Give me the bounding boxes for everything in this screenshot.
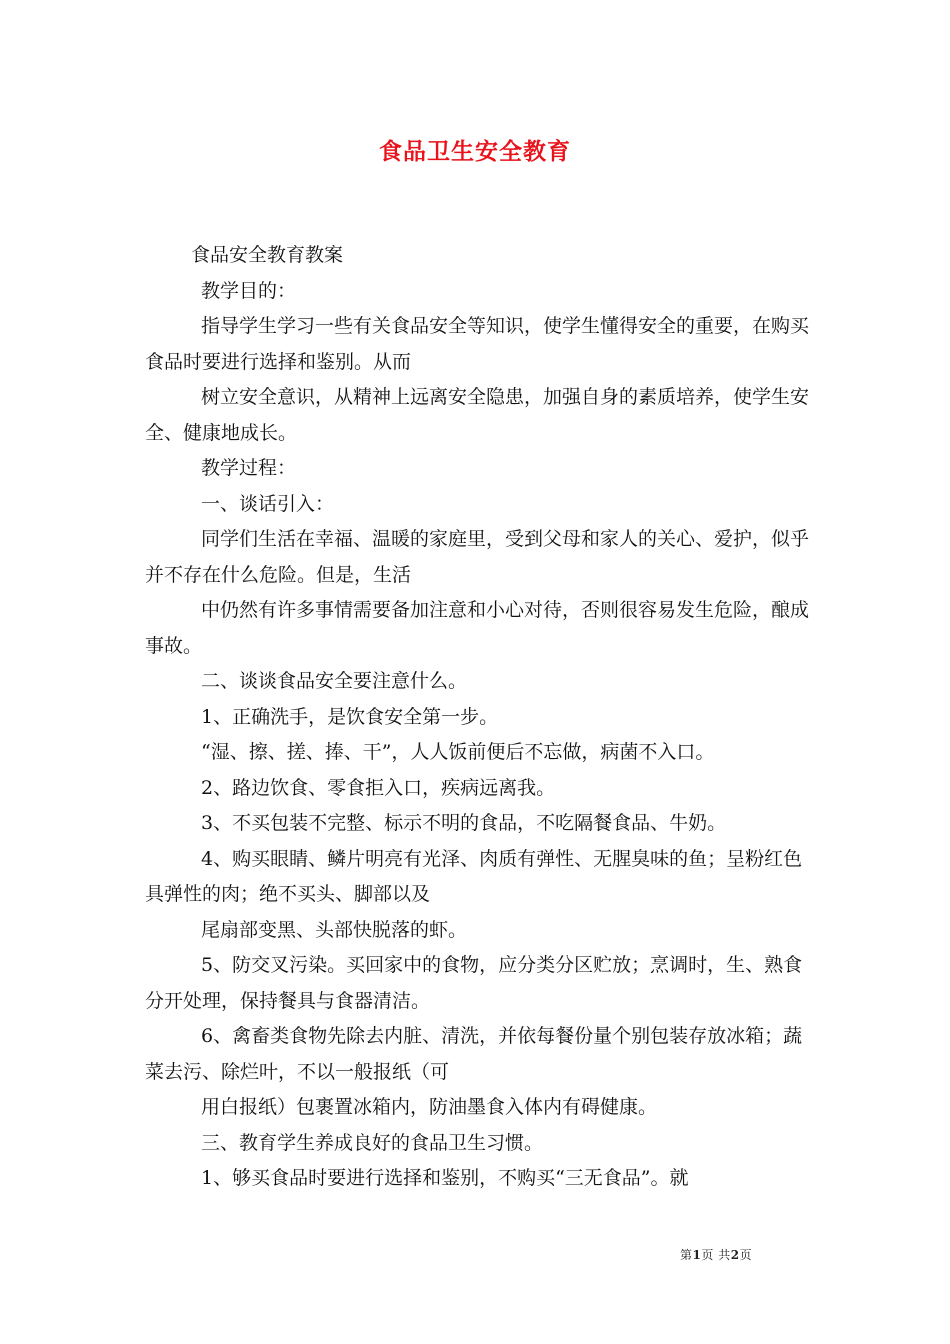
paragraph: 教学过程： [201,457,297,479]
footer-total-pages: 2 [730,1248,740,1262]
paragraph: 二、谈谈食品安全要注意什么。 [201,670,468,692]
paragraph: 用白报纸）包裹置冰箱内，防油墨食入体内有碍健康。 [201,1096,658,1118]
paragraph: 中仍然有许多事情需要备加注意和小心对待，否则很容易发生危险，酿成事故。 [145,599,810,657]
paragraph: 2、路边饮食、零食拒入口，疾病远离我。 [201,776,556,799]
paragraph: 3、不买包装不完整、标示不明的食品，不吃隔餐食品、牛奶。 [201,812,727,834]
paragraph: 1、正确洗手，是饮食安全第一步。 [201,705,499,728]
paragraph: 尾扇部变黑、头部快脱落的虾。 [201,918,468,941]
paragraph: 一、谈话引入： [201,492,335,515]
paragraph: 三、教育学生养成良好的食品卫生习惯。 [201,1131,544,1154]
footer-prefix: 第 [680,1248,693,1262]
paragraph: 4、购买眼睛、鳞片明亮有光泽、肉质有弹性、无腥臭味的鱼；呈粉红色具弹性的肉；绝不买头、脚部以及 [145,847,803,905]
footer-suffix: 页 [739,1248,753,1262]
document-body [145,238,815,1197]
document-title: 食品卫生安全教育 [379,138,571,165]
paragraph: 食品安全教育教案 [191,244,344,266]
footer-current-page: 1 [692,1248,702,1262]
paragraph: 教学目的： [201,279,297,302]
paragraph: 5、防交叉污染。买回家中的食物，应分类分区贮放；烹调时，生、熟食分开处理，保持餐具与食器清洁。 [145,954,803,1012]
paragraph: “湿、擦、搓、捧、干”，人人饭前便后不忘做，病菌不入口。 [201,741,715,763]
paragraph: 树立安全意识，从精神上远离安全隐患，加强自身的素质培养，使学生安全、健康地成长。 [145,386,810,444]
footer-middle: 页 共 [701,1248,731,1262]
paragraph: 同学们生活在幸福、温暖的家庭里，受到父母和家人的关心、爱护，似乎并不存在什么危险。但是，生活 [145,528,810,586]
page-number-footer [680,1246,840,1263]
paragraph: 6、禽畜类食物先除去内脏、清洗，并依每餐份量个别包装存放冰箱；蔬菜去污、除烂叶，不以一般报纸（可 [145,1025,803,1083]
paragraph: 指导学生学习一些有关食品安全等知识，使学生懂得安全的重要，在购买食品时要进行选择和鉴别。从而 [145,315,810,373]
paragraph: 1、够买食品时要进行选择和鉴别，不购买“三无食品”。就 [201,1167,689,1189]
